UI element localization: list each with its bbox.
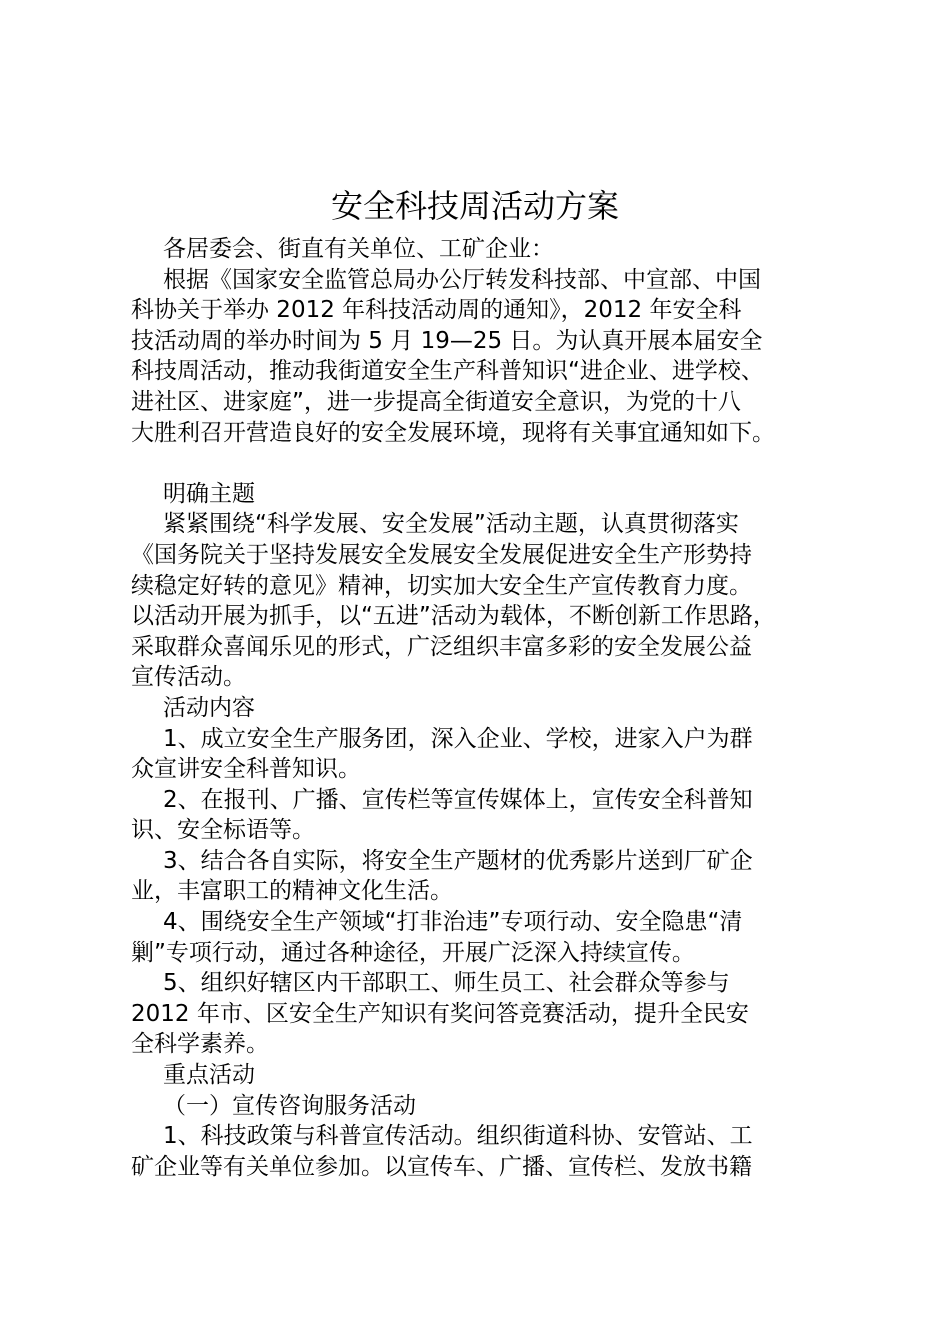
section-heading: 活动内容 — [163, 694, 255, 721]
list-item-line: 1、科技政策与科普宣传活动。组织街道科协、安管站、工 — [163, 1123, 753, 1150]
list-item-line: 剿”专项行动，通过各种途径，开展广泛深入持续宣传。 — [131, 939, 695, 966]
section-heading: 重点活动 — [163, 1062, 255, 1089]
paragraph-line: 大胜利召开营造良好的安全发展环境，现将有关事宜通知如下。 — [131, 419, 775, 446]
list-item-line: 4、围绕安全生产领域“打非治违”专项行动、安全隐患“清 — [163, 909, 743, 936]
salutation-line: 各居委会、街直有关单位、工矿企业： — [163, 236, 554, 262]
list-item-line: 1、成立安全生产服务团，深入企业、学校，进家入户为群 — [163, 725, 753, 752]
blank-line — [131, 448, 831, 479]
list-item-line: 矿企业等有关单位参加。以宣传车、广播、宣传栏、发放书籍 — [131, 1153, 752, 1180]
paragraph-line: 续稳定好转的意见》精神，切实加大安全生产宣传教育力度。 — [131, 572, 752, 599]
section-heading: 明确主题 — [163, 480, 255, 507]
paragraph-line: 采取群众喜闻乐见的形式，广泛组织丰富多彩的安全发展公益 — [131, 633, 752, 660]
paragraph-line: 根据《国家安全监管总局办公厅转发科技部、中宣部、中国 — [163, 266, 761, 293]
subsection-heading: （一）宣传咨询服务活动 — [163, 1092, 416, 1119]
list-item-line: 2012 年市、区安全生产知识有奖问答竞赛活动，提升全民安 — [131, 1000, 749, 1027]
paragraph-line: 进社区、进家庭”，进一步提高全街道安全意识，为党的十八 — [131, 388, 741, 415]
paragraph-line: 紧紧围绕“科学发展、安全发展”活动主题，认真贯彻落实 — [163, 511, 739, 538]
paragraph-line: 《国务院关于坚持发展安全发展安全发展促进安全生产形势持 — [131, 541, 752, 568]
document-body — [131, 234, 831, 1182]
list-item-line: 全科学素养。 — [131, 1031, 269, 1058]
list-item-line: 众宣讲安全科普知识。 — [131, 756, 361, 783]
paragraph-line: 科协关于举办 2012 年科技活动周的通知》，2012 年安全科 — [131, 297, 742, 324]
list-item-line: 3、结合各自实际，将安全生产题材的优秀影片送到厂矿企 — [163, 847, 753, 874]
paragraph-line: 技活动周的举办时间为 5 月 19—25 日。为认真开展本届安全 — [131, 327, 763, 354]
paragraph-line: 宣传活动。 — [131, 664, 246, 691]
paragraph-line: 以活动开展为抓手，以“五进”活动为载体，不断创新工作思路， — [131, 603, 776, 630]
list-item-line: 2、在报刊、广播、宣传栏等宣传媒体上，宣传安全科普知 — [163, 786, 753, 813]
list-item-line: 业，丰富职工的精神文化生活。 — [131, 878, 453, 905]
list-item-line: 5、组织好辖区内干部职工、师生员工、社会群众等参与 — [163, 970, 730, 997]
document-title: 安全科技周活动方案 — [330, 187, 619, 225]
paragraph-line: 科技周活动，推动我街道安全生产科普知识“进企业、进学校、 — [131, 358, 764, 385]
list-item-line: 识、安全标语等。 — [131, 817, 315, 844]
